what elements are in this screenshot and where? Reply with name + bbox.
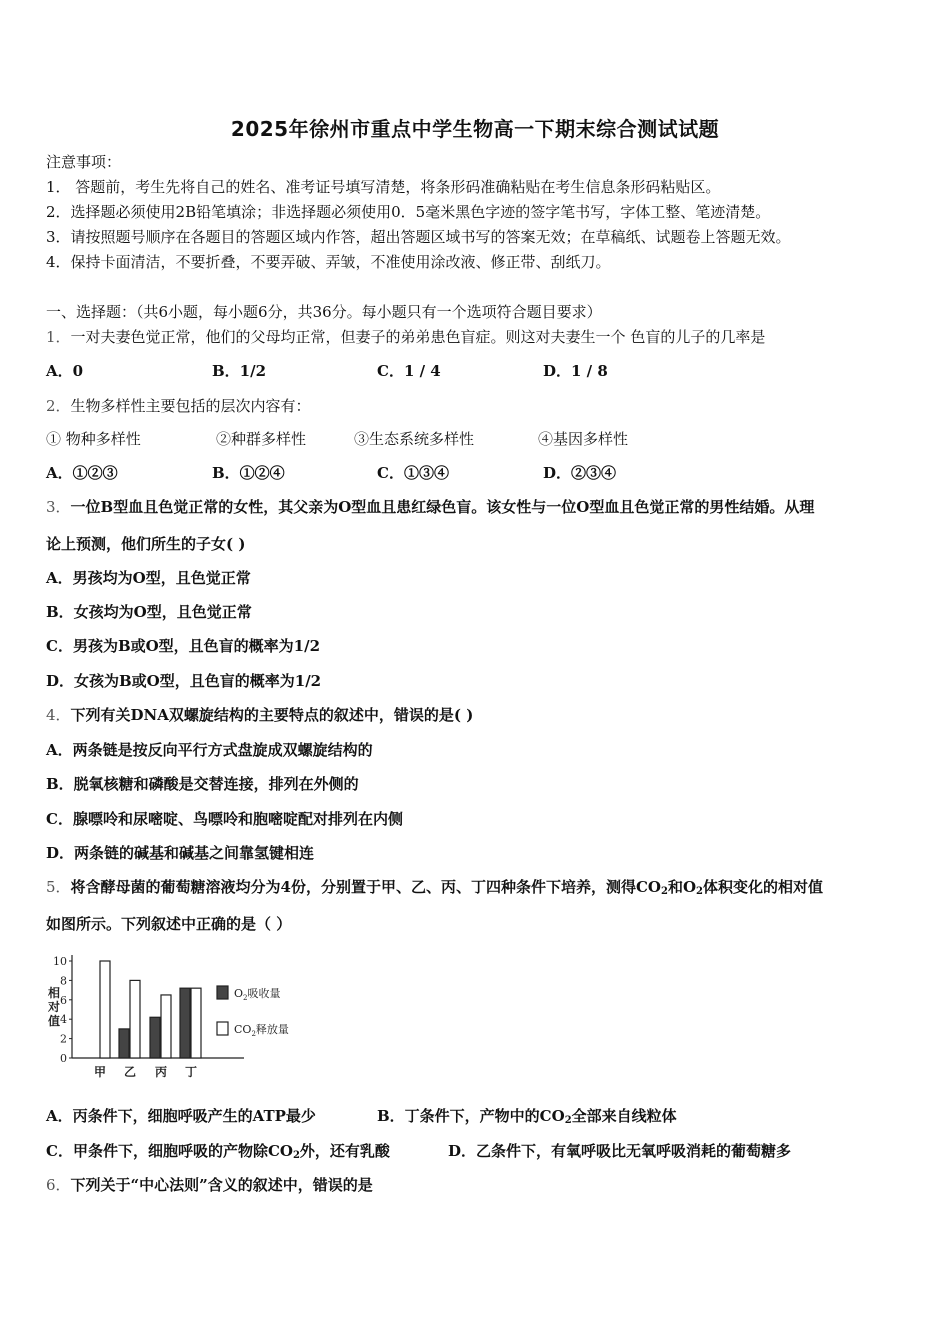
option-d[interactable]: D．两条链的碱基和碱基之间靠氢键相连 <box>46 844 315 862</box>
option-b[interactable]: B．脱氧核糖和磷酸是交替连接，排列在外侧的 <box>46 775 359 793</box>
y-tick-label: 0 <box>60 1052 67 1065</box>
question-text: 生物多样性主要包括的层次内容有： <box>70 397 311 415</box>
y-tick-label: 10 <box>53 955 67 968</box>
option-a[interactable]: A．①②③ <box>46 464 118 482</box>
y-tick-label: 8 <box>60 974 67 988</box>
option-c[interactable]: C．男孩为B或O型，且色盲的概率为1/2 <box>46 637 321 655</box>
question-3-stem-cont: 论上预测，他们所生的子女( ) <box>46 535 246 553</box>
list-item: ②种群多样性 <box>216 430 307 448</box>
option-d[interactable]: D．乙条件下，有氧呼吸比无氧呼吸消耗的葡萄糖多 <box>448 1142 792 1160</box>
question-text: 一对夫妻色觉正常，他们的父母均正常，但妻子的弟弟患色盲症。则这对夫妻生一个 色盲的儿子的几率是 <box>70 328 766 346</box>
option-a[interactable]: A．男孩均为O型，且色觉正常 <box>46 569 251 587</box>
x-tick-label: 乙 <box>123 1065 137 1079</box>
bar-o2 <box>119 1029 129 1058</box>
bar-co2 <box>191 988 201 1058</box>
option-a[interactable]: A．0 <box>46 362 84 380</box>
question-number: 2． <box>46 397 71 415</box>
list-item: ④基因多样性 <box>538 430 629 448</box>
question-number: 1． <box>46 328 71 346</box>
option-d[interactable]: D．1 / 8 <box>543 362 608 380</box>
bar-o2 <box>150 1017 160 1058</box>
option-d[interactable]: D．②③④ <box>543 464 617 482</box>
note-item: 1． 答题前，考生先将自己的姓名、准考证号填写清楚，将条形码准确粘贴在考生信息条形码粘贴区。 <box>46 178 721 196</box>
y-tick-label: 6 <box>60 993 67 1007</box>
question-text: 一位B型血且色觉正常的女性，其父亲为O型血且患红绿色盲。该女性与一位O型血且色觉正常的男性结婚。从理 <box>70 498 815 516</box>
x-tick-label: 甲 <box>93 1065 107 1079</box>
question-4-stem <box>46 705 473 725</box>
question-number: 3． <box>46 498 71 516</box>
option-b[interactable]: B．女孩均为O型，且色觉正常 <box>46 603 252 621</box>
bar-o2 <box>180 988 190 1058</box>
note-item: 3．请按照题号顺序在各题目的答题区域内作答，超出答题区域书写的答案无效；在草稿纸、试题卷上答题无效。 <box>46 228 791 246</box>
legend-swatch-co2 <box>217 1022 228 1035</box>
question-number: 5． <box>46 878 71 896</box>
question-number: 4． <box>46 706 71 724</box>
question-3-stem <box>46 497 814 517</box>
option-c[interactable]: C．①③④ <box>377 464 449 482</box>
bar-co2 <box>130 980 140 1058</box>
option-b[interactable]: B．1/2 <box>212 362 267 380</box>
y-axis-label: 值 <box>48 1014 61 1028</box>
question-text: 下列关于“中心法则”含义的叙述中，错误的是 <box>70 1176 373 1194</box>
question-5-stem-cont: 如图所示。下列叙述中正确的是（ ） <box>46 915 292 933</box>
option-c[interactable]: C．腺嘌呤和尿嘧啶、鸟嘌呤和胞嘧啶配对排列在内侧 <box>46 810 403 828</box>
x-tick-label: 丁 <box>184 1065 198 1079</box>
note-item: 4．保持卡面清洁，不要折叠，不要弄破、弄皱，不准使用涂改液、修正带、刮纸刀。 <box>46 253 611 271</box>
notes-heading: 注意事项： <box>46 153 122 171</box>
bar-co2 <box>161 995 171 1058</box>
section-heading: 一、选择题：（共6小题，每小题6分，共36分。每小题只有一个选项符合题目要求） <box>46 303 602 321</box>
list-item: ③生态系统多样性 <box>354 430 475 448</box>
legend-label: $O_2$吸收量 <box>234 987 281 1002</box>
y-axis-label: 对 <box>48 1000 61 1014</box>
y-tick-label: 2 <box>60 1032 67 1046</box>
legend-label: $CO_2$释放量 <box>234 1023 289 1038</box>
question-5-stem <box>46 877 823 902</box>
question-1-stem <box>46 327 765 347</box>
option-c[interactable]: C．甲条件下，细胞呼吸的产物除$CO_2$外，还有乳酸 <box>46 1142 390 1161</box>
option-d[interactable]: D．女孩为B或O型，且色盲的概率为1/2 <box>46 672 322 690</box>
list-item: ① 物种多样性 <box>46 430 141 448</box>
option-a[interactable]: A．丙条件下，细胞呼吸产生的ATP最少 <box>46 1107 316 1125</box>
question-6-stem <box>46 1175 373 1195</box>
y-tick-label: 4 <box>60 1013 67 1027</box>
option-a[interactable]: A．两条链是按反向平行方式盘旋成双螺旋结构的 <box>46 741 373 759</box>
option-c[interactable]: C．1 / 4 <box>377 362 441 380</box>
y-axis-label: 相 <box>48 986 61 1000</box>
option-b[interactable]: B．丁条件下，产物中的$CO_2$全部来自线粒体 <box>377 1107 677 1126</box>
question-2-stem <box>46 396 311 416</box>
question-text: 下列有关DNA双螺旋结构的主要特点的叙述中，错误的是( ) <box>70 706 474 724</box>
bar-chart <box>40 945 310 1080</box>
bar-co2 <box>100 961 110 1058</box>
question-number: 6． <box>46 1176 71 1194</box>
page-title: 2025年徐州市重点中学生物高一下期末综合测试试题 <box>230 117 720 141</box>
option-b[interactable]: B．①②④ <box>212 464 285 482</box>
x-tick-label: 丙 <box>154 1065 168 1079</box>
legend-swatch-o2 <box>217 986 228 999</box>
question-text: 将含酵母菌的葡萄糖溶液均分为4份，分别置于甲、乙、丙、丁四种条件下培养，测得$CO_2$和$O_2$体积变化的相对值 <box>70 878 824 897</box>
note-item: 2．选择题必须使用2B铅笔填涂；非选择题必须使用0．5毫米黑色字迹的签字笔书写，字体工整、笔迹清楚。 <box>46 203 771 221</box>
